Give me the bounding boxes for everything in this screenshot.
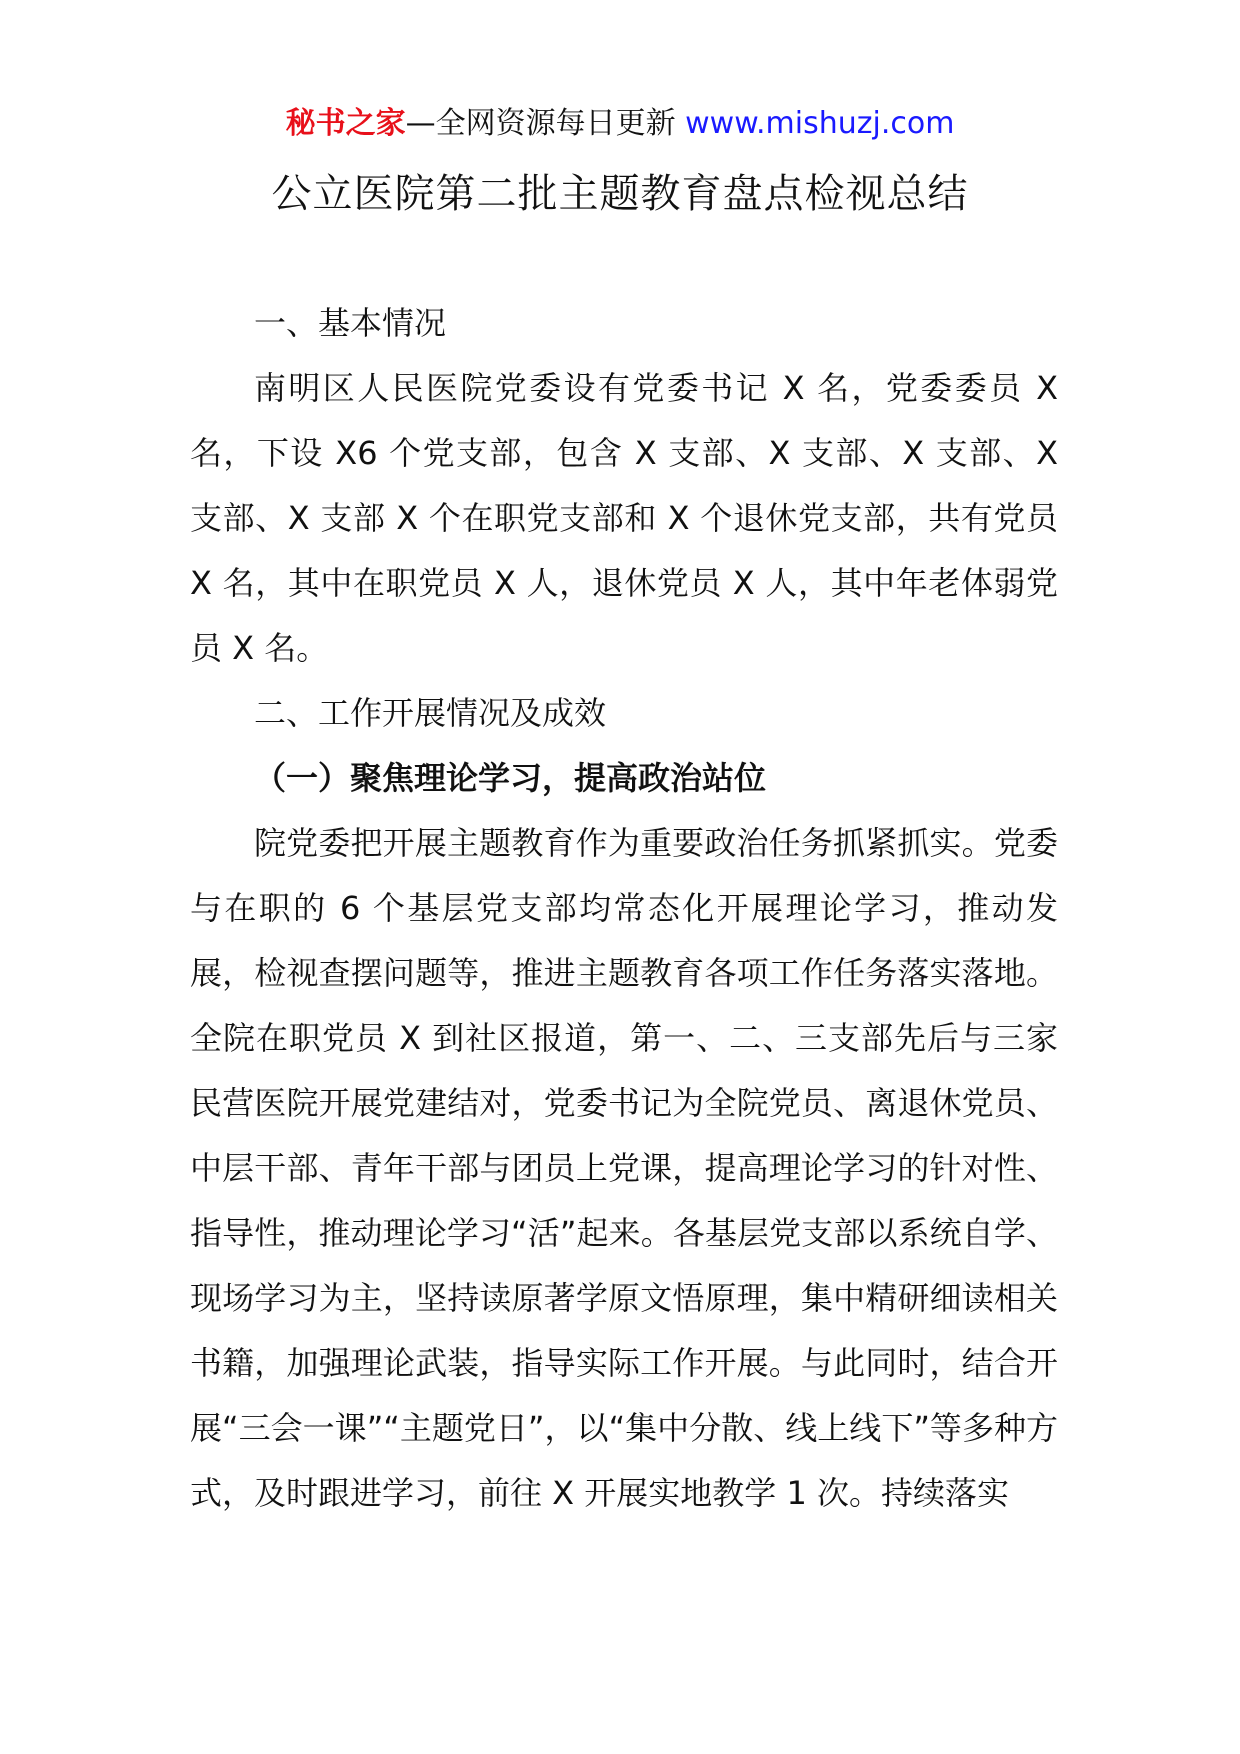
section-heading-work: 二、工作开展情况及成效 bbox=[254, 694, 607, 732]
document-title: 公立医院第二批主题教育盘点检视总结 bbox=[271, 171, 969, 217]
site-banner bbox=[0, 102, 1240, 146]
site-link[interactable]: www.mishuzj.com bbox=[685, 106, 955, 141]
subsection-heading-theory: （一）聚焦理论学习，提高政治站位 bbox=[254, 759, 767, 797]
paragraph-theory-study: 院党委把开展主题教育作为重要政治任务抓紧抓实。党委与在职的 6 个基层党支部均常态化开展理论学习，推动发展，检视查摆问题等，推进主题教育各项工作任务落实落地。全院在职党员 X 到社区报道，第一、二、三支部先后与三家民营医院开展党建结对，党委书记为全院党员、离退休党员、中层干部、青年干部与团员上党课，提高理论学习的针对性、指导性，推动理论学习“活”起来。各基层党支部以系统自学、现场学习为主，坚持读原著学原文悟原理，集中精研细读相关书籍，加强理论武装，指导实际工作开展。与此同时，结合开展“三会一课”“主题党日”，以“集中分散、线上线下”等多种方式，及时跟进学习，前往 X 开展实地教学 1 次。持续落实 bbox=[190, 824, 1058, 1512]
brand-name: 秘书之家 bbox=[285, 106, 406, 141]
section-heading-basic: 一、基本情况 bbox=[254, 304, 447, 342]
document-body bbox=[190, 291, 1058, 1526]
paragraph-basic-info: 南明区人民医院党委设有党委书记 X 名，党委委员 X 名，下设 X6 个党支部，包含 X 支部、X 支部、X 支部、X 支部、X 支部 X 个在职党支部和 X 个退休党支部，共有党员 X 名，其中在职党员 X 人，退休党员 X 人，其中年老体弱党员 X 名。 bbox=[190, 369, 1058, 667]
banner-slogan: —全网资源每日更新 bbox=[405, 106, 686, 141]
